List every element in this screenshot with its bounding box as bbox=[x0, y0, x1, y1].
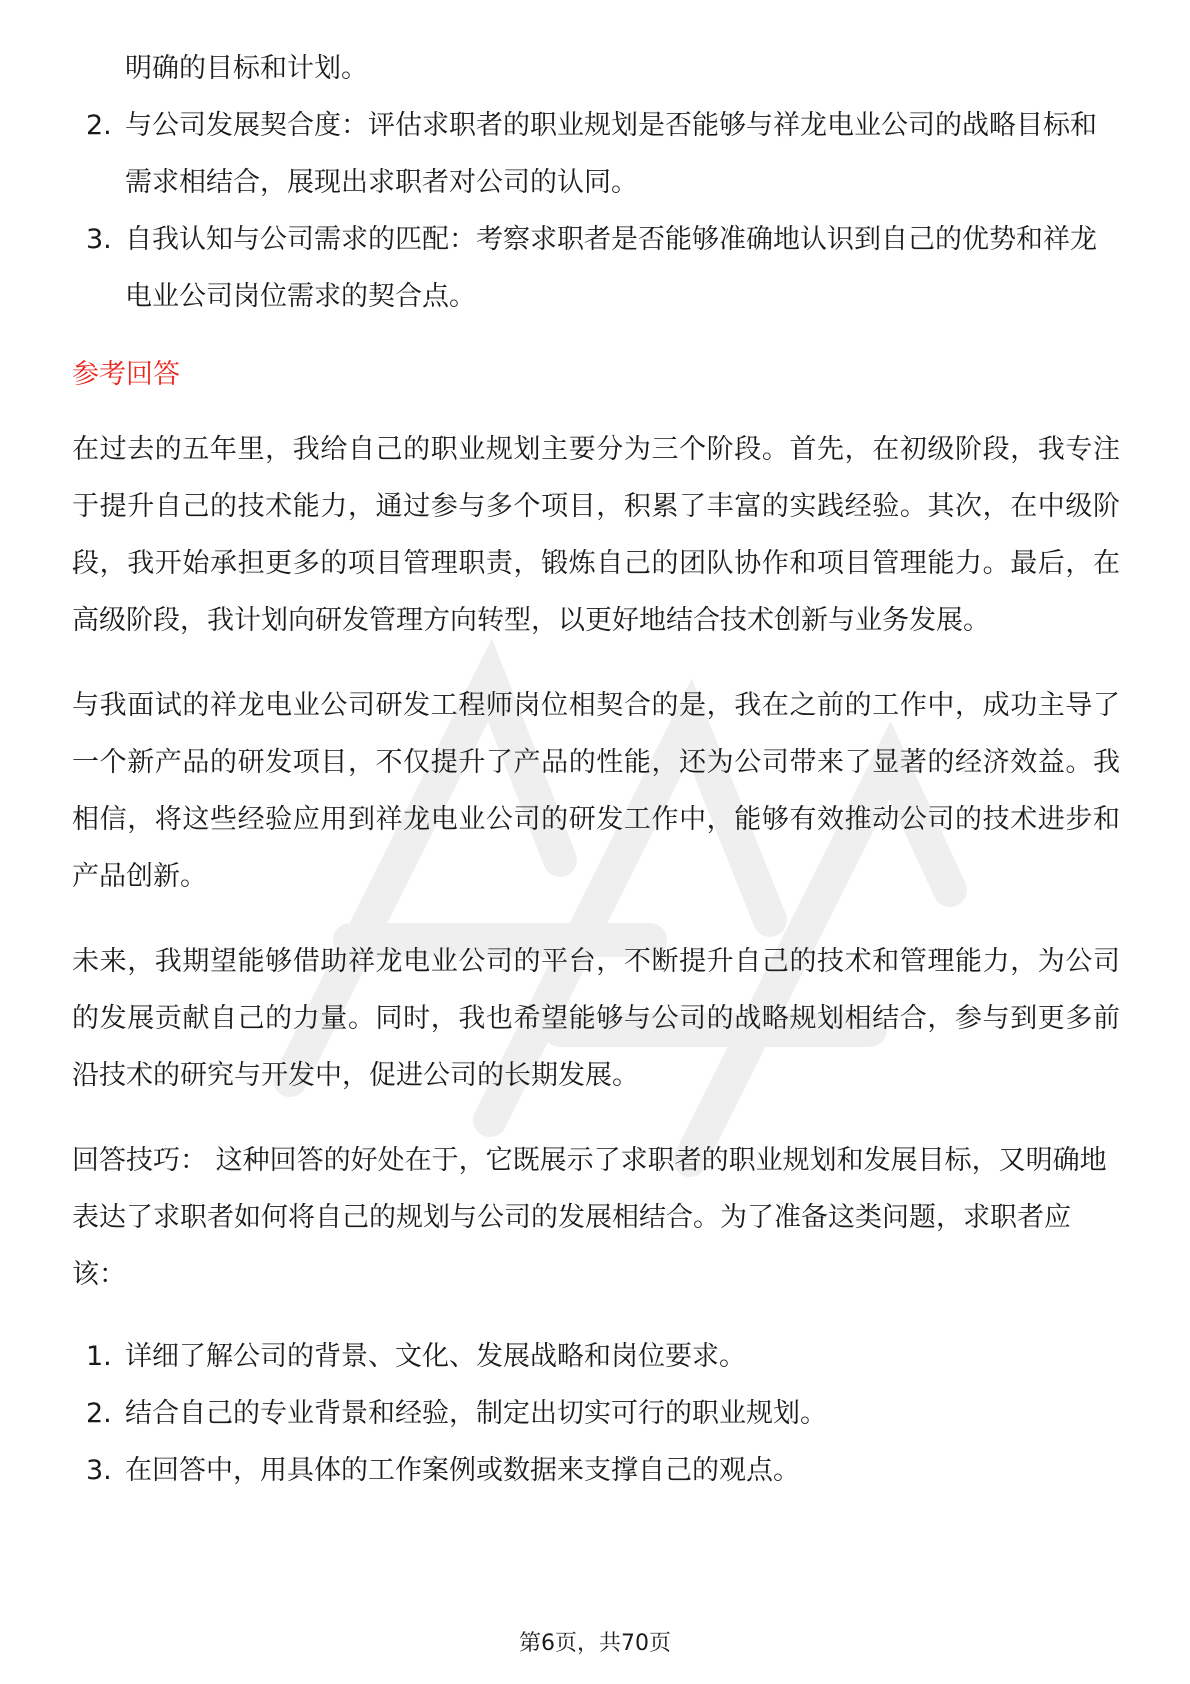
answer-paragraph: 未来，我期望能够借助祥龙电业公司的平台，不断提升自己的技术和管理能力，为公司的发展贡献自己的力量。同时，我也希望能够与公司的战略规划相结合，参与到更多前沿技术的研究与开发中，促进公司的长期发展。 bbox=[72, 946, 1120, 1091]
list-number: 2. bbox=[86, 110, 112, 141]
list-item-text: 结合自己的专业背景和经验，制定出切实可行的职业规划。 bbox=[125, 1398, 827, 1429]
list-item bbox=[72, 97, 1120, 211]
list-number: 3. bbox=[86, 1455, 112, 1486]
list-item bbox=[72, 1328, 1120, 1385]
page-number-footer: 第6页，共70页 bbox=[519, 1631, 671, 1656]
list-item-text: 与公司发展契合度：评估求职者的职业规划是否能够与祥龙电业公司的战略目标和需求相结合，展现出求职者对公司的认同。 bbox=[125, 110, 1097, 198]
answer-tips-paragraph: 回答技巧： 这种回答的好处在于，它既展示了求职者的职业规划和发展目标，又明确地表达了求职者如何将自己的规划与公司的发展相结合。为了准备这类问题，求职者应该： bbox=[72, 1145, 1107, 1290]
answer-paragraph: 与我面试的祥龙电业公司研发工程师岗位相契合的是，我在之前的工作中，成功主导了一个新产品的研发项目，不仅提升了产品的性能，还为公司带来了显著的经济效益。我相信，将这些经验应用到祥龙电业公司的研发工作中，能够有效推动公司的技术进步和产品创新。 bbox=[72, 690, 1120, 892]
tips-list bbox=[72, 1328, 1120, 1499]
list-item-text: 详细了解公司的背景、文化、发展战略和岗位要求。 bbox=[125, 1341, 746, 1372]
continued-list-text: 明确的目标和计划。 bbox=[125, 53, 368, 84]
page-content bbox=[72, 40, 1120, 1499]
criteria-list bbox=[72, 97, 1120, 325]
list-item bbox=[72, 211, 1120, 325]
list-item bbox=[72, 1385, 1120, 1442]
list-item bbox=[72, 1442, 1120, 1499]
list-number: 2. bbox=[86, 1398, 112, 1429]
answer-paragraph: 在过去的五年里，我给自己的职业规划主要分为三个阶段。首先，在初级阶段，我专注于提升自己的技术能力，通过参与多个项目，积累了丰富的实践经验。其次，在中级阶段，我开始承担更多的项目管理职责，锻炼自己的团队协作和项目管理能力。最后，在高级阶段，我计划向研发管理方向转型，以更好地结合技术创新与业务发展。 bbox=[72, 434, 1120, 636]
list-item-text: 在回答中，用具体的工作案例或数据来支撑自己的观点。 bbox=[125, 1455, 800, 1486]
reference-answer-heading: 参考回答 bbox=[72, 359, 180, 390]
list-number: 1. bbox=[86, 1341, 112, 1372]
list-number: 3. bbox=[86, 224, 112, 255]
list-item-text: 自我认知与公司需求的匹配：考察求职者是否能够准确地认识到自己的优势和祥龙电业公司岗位需求的契合点。 bbox=[125, 224, 1097, 312]
